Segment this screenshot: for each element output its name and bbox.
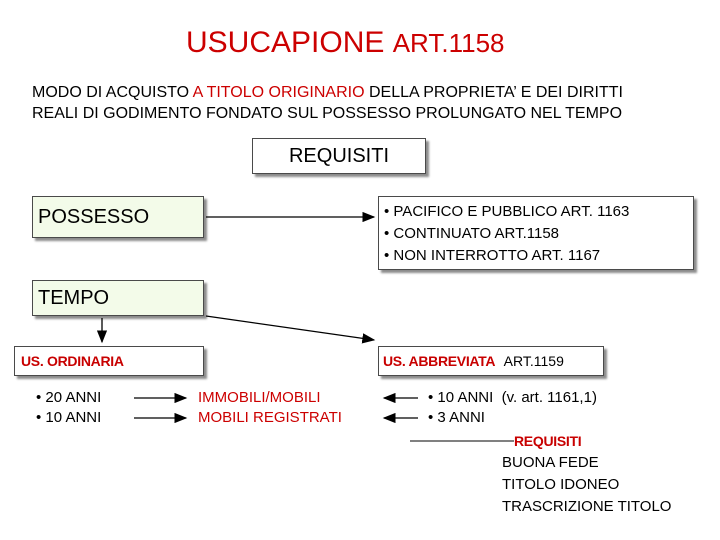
requirement-item: • PACIFICO E PUBBLICO ART. 1163 [384,203,630,220]
title-main: USUCAPIONE [186,26,385,59]
abbreviata-requisito: TITOLO IDONEO [502,476,620,493]
arrow-tempo-to-abbreviata [206,316,374,340]
definition-text-1a: MODO DI ACQUISTO [32,84,193,101]
abbreviata-item: • 10 ANNI (v. art. 1161,1) [428,389,597,406]
tempo-label: TEMPO [38,287,110,309]
title-article: ART.1158 [392,28,505,58]
requisiti-label: REQUISITI [288,145,389,167]
ordinaria-label: US. ORDINARIA [21,353,124,369]
abbreviata-article: ART.1159 [503,353,564,369]
ordinaria-item: • 10 ANNI [36,409,102,426]
ordinaria-item: • 20 ANNI [36,389,102,406]
beni-item: IMMOBILI/MOBILI [198,389,321,406]
definition-line-2: REALI DI GODIMENTO FONDATO SUL POSSESSO PROLUNGATO NEL TEMPO [32,105,623,122]
beni-item: MOBILI REGISTRATI [198,409,342,426]
abbreviata-label: US. ABBREVIATA [383,353,496,369]
abbreviata-item: • 3 ANNI [428,409,485,426]
abbreviata-requisito: BUONA FEDE [502,454,599,471]
requirement-item: • CONTINUATO ART.1158 [384,225,560,242]
abbreviata-requisito: TRASCRIZIONE TITOLO [502,498,672,515]
definition-text-1b: DELLA PROPRIETA’ E DEI DIRITTI [364,84,623,101]
possesso-label: POSSESSO [38,206,150,228]
definition-highlight: A TITOLO ORIGINARIO [192,84,365,101]
requirement-item: • NON INTERROTTO ART. 1167 [384,247,601,264]
abbreviata-requisiti-label: REQUISITI [514,433,582,449]
